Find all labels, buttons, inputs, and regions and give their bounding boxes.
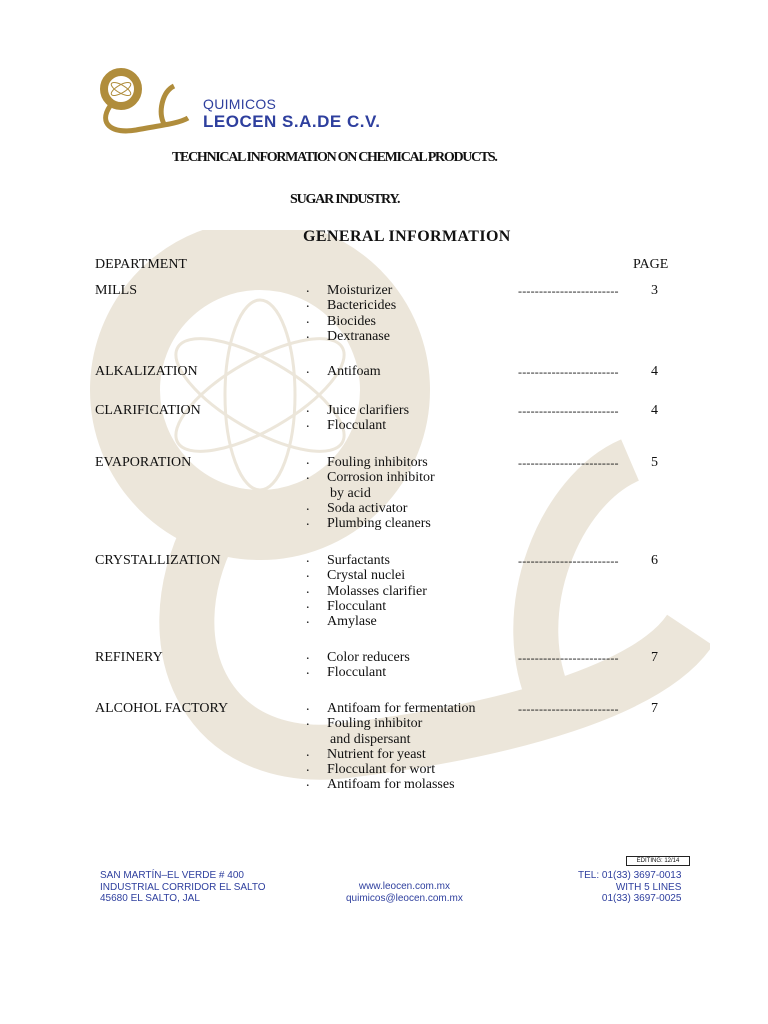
list-item: Juice clarifiers <box>327 403 410 418</box>
company-prefix: QUIMICOS <box>203 96 277 112</box>
department-name: MILLS <box>95 283 137 298</box>
page-number: 7 <box>651 701 658 716</box>
list-item: Flocculant <box>327 665 387 681</box>
list-item: by acid <box>330 485 371 501</box>
department-name: ALKALIZATION <box>95 364 198 379</box>
footer-address: SAN MARTÍN–EL VERDE # 400 INDUSTRIAL CORRIDOR EL SALTO 45680 EL SALTO, JAL <box>100 870 266 904</box>
footer-web <box>346 881 463 904</box>
list-item: Crystal nuclei <box>327 568 406 584</box>
list-item: and dispersant <box>330 731 411 747</box>
list-item: Antifoam for fermentation <box>327 701 476 716</box>
department-items: . Antifoam for fermentation . Fouling inhibitor and dispersant . Nutrient for yeast . Flocculant for wort . Antifoam for molasses <box>306 699 476 793</box>
page-header: PAGE <box>633 257 669 272</box>
company-logo <box>96 64 196 134</box>
leader-dashes: ------------------------ <box>518 554 619 568</box>
page-number: 4 <box>651 364 658 379</box>
list-item: Dextranase <box>327 328 390 344</box>
department-items: . Color reducers . Flocculant <box>306 648 410 681</box>
page-number: 3 <box>651 283 658 298</box>
company-name: LEOCEN S.A.DE C.V. <box>203 112 381 131</box>
list-item: Color reducers <box>327 650 410 665</box>
list-item: Biocides <box>327 313 376 329</box>
leader-dashes: ------------------------ <box>518 365 619 379</box>
page-number: 5 <box>651 455 658 470</box>
list-item: Corrosion inhibitor <box>327 470 435 486</box>
list-item: Soda activator <box>327 500 408 516</box>
list-item: Flocculant for wort <box>327 762 436 778</box>
department-name: EVAPORATION <box>95 455 192 470</box>
page-number: 7 <box>651 650 658 665</box>
footer-phone: TEL: 01(33) 3697-0013 WITH 5 LINES 01(33) 3697-0025 <box>578 870 682 904</box>
department-header: DEPARTMENT <box>95 257 187 272</box>
list-item: Fouling inhibitor <box>327 716 423 732</box>
department-name: CLARIFICATION <box>95 403 201 418</box>
leader-dashes: ------------------------ <box>518 702 619 716</box>
list-item: Fouling inhibitors <box>327 455 428 470</box>
list-item: Plumbing cleaners <box>327 516 431 532</box>
list-item: Flocculant <box>327 418 387 434</box>
industry-title: SUGAR INDUSTRY. <box>290 192 400 207</box>
list-item: Moisturizer <box>327 283 393 298</box>
department-items: . Antifoam <box>306 362 381 379</box>
department-items: . Fouling inhibitors . Corrosion inhibitor by acid . Soda activator . Plumbing cleaners <box>306 453 435 532</box>
email-link[interactable]: quimicos@leocen.com.mx <box>346 892 463 904</box>
department-items: . Juice clarifiers . Flocculant <box>306 401 410 434</box>
leader-dashes: ------------------------ <box>518 404 619 418</box>
list-item: Surfactants <box>327 553 390 568</box>
document-title: TECHNICAL INFORMATION ON CHEMICAL PRODUCTS. <box>172 150 497 165</box>
list-item: Nutrient for yeast <box>327 746 426 762</box>
department-name: REFINERY <box>95 650 163 665</box>
leader-dashes: ------------------------ <box>518 284 619 298</box>
list-item: Antifoam for molasses <box>327 777 455 793</box>
website-link[interactable]: www.leocen.com.mx <box>358 881 450 892</box>
list-item: Amylase <box>327 614 377 630</box>
department-items: . Moisturizer . Bactericides . Biocides . Dextranase <box>306 281 397 344</box>
page-number: 6 <box>651 553 658 568</box>
section-title: GENERAL INFORMATION <box>303 228 511 245</box>
leader-dashes: ------------------------ <box>518 651 619 665</box>
editing-stamp: EDITING: 12/14 <box>626 856 690 866</box>
department-items: . Surfactants . Crystal nuclei . Molasses clarifier . Flocculant . Amylase <box>306 551 427 630</box>
department-name: CRYSTALLIZATION <box>95 553 221 568</box>
department-name: ALCOHOL FACTORY <box>95 701 229 716</box>
leader-dashes: ------------------------ <box>518 456 619 470</box>
list-item: Molasses clarifier <box>327 583 427 599</box>
list-item: Antifoam <box>327 364 381 379</box>
list-item: Flocculant <box>327 598 387 614</box>
page-number: 4 <box>651 403 658 418</box>
list-item: Bactericides <box>327 298 397 314</box>
